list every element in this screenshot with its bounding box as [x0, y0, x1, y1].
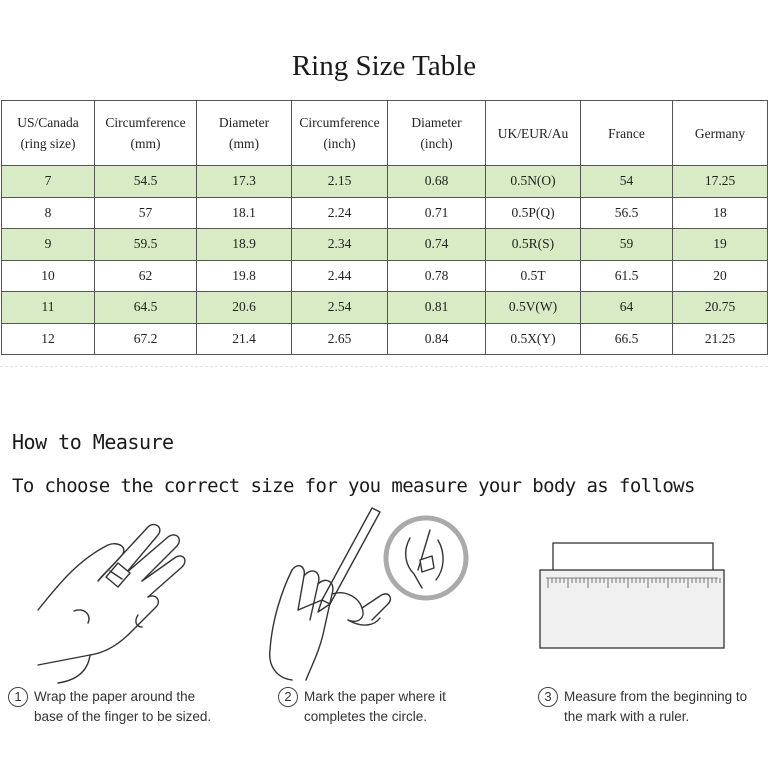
table-cell: 2.24 — [292, 197, 388, 229]
table-cell: 54 — [581, 166, 673, 198]
column-header — [95, 101, 197, 166]
step-number: 2 — [278, 687, 298, 707]
table-row — [2, 292, 768, 324]
table-row — [2, 323, 768, 355]
table-cell: 62 — [95, 260, 197, 292]
how-to-subheading: To choose the correct size for you measure your body as follows — [12, 475, 695, 497]
column-header-line1: Circumference — [299, 115, 380, 130]
step-text-line1: Measure from the beginning to — [564, 689, 748, 704]
table-cell: 0.5R(S) — [486, 229, 581, 261]
step-text-line2: base of the finger to be sized. — [34, 709, 212, 724]
table-row — [2, 229, 768, 261]
ruler-measure-icon — [538, 538, 728, 653]
table-cell: 66.5 — [581, 323, 673, 355]
hand-mark-pen-icon — [262, 500, 472, 685]
table-cell: 0.71 — [388, 197, 486, 229]
step-number: 1 — [8, 687, 28, 707]
column-header — [673, 101, 768, 166]
table-cell: 64.5 — [95, 292, 197, 324]
table-cell: 19.8 — [197, 260, 292, 292]
table-cell: 0.81 — [388, 292, 486, 324]
table-cell: 0.5X(Y) — [486, 323, 581, 355]
table-cell: 18.1 — [197, 197, 292, 229]
table-row — [2, 197, 768, 229]
how-to-heading: How to Measure — [12, 430, 174, 454]
table-cell: 10 — [2, 260, 95, 292]
table-cell: 54.5 — [95, 166, 197, 198]
table-cell: 11 — [2, 292, 95, 324]
table-cell: 2.15 — [292, 166, 388, 198]
table-cell: 0.5N(O) — [486, 166, 581, 198]
table-cell: 0.68 — [388, 166, 486, 198]
table-cell: 0.5P(Q) — [486, 197, 581, 229]
table-cell: 21.4 — [197, 323, 292, 355]
table-cell: 21.25 — [673, 323, 768, 355]
ring-size-table — [1, 100, 768, 355]
column-header-line1: France — [608, 125, 645, 141]
table-cell: 17.3 — [197, 166, 292, 198]
table-cell: 59 — [581, 229, 673, 261]
step-text-line2: completes the circle. — [304, 709, 428, 724]
table-cell: 20.6 — [197, 292, 292, 324]
column-header-line1: Diameter — [411, 115, 462, 130]
table-cell: 0.78 — [388, 260, 486, 292]
table-cell: 0.74 — [388, 229, 486, 261]
page-title: Ring Size Table — [291, 50, 477, 82]
column-header-line2: (mm) — [130, 136, 161, 151]
table-row — [2, 166, 768, 198]
table-cell: 0.84 — [388, 323, 486, 355]
table-cell: 19 — [673, 229, 768, 261]
step-text-line1: Mark the paper where it — [304, 689, 446, 704]
table-cell: 67.2 — [95, 323, 197, 355]
table-row — [2, 260, 768, 292]
hand-wrap-paper-icon — [18, 515, 198, 685]
column-header-line1: Diameter — [218, 115, 270, 130]
step-text-line1: Wrap the paper around the — [34, 689, 196, 704]
column-header-line2: (inch) — [420, 136, 453, 151]
table-cell: 59.5 — [95, 229, 197, 261]
table-cell: 17.25 — [673, 166, 768, 198]
column-header-line1: US/Canada — [17, 115, 79, 130]
table-cell: 9 — [2, 229, 95, 261]
table-cell: 20.75 — [673, 292, 768, 324]
table-cell: 2.44 — [292, 260, 388, 292]
table-cell: 2.54 — [292, 292, 388, 324]
column-header-line2: (ring size) — [20, 136, 76, 151]
section-divider — [0, 366, 768, 367]
column-header — [581, 101, 673, 166]
column-header-line2: (inch) — [323, 136, 356, 151]
table-cell: 12 — [2, 323, 95, 355]
table-cell: 0.5T — [486, 260, 581, 292]
table-cell: 2.65 — [292, 323, 388, 355]
table-cell: 7 — [2, 166, 95, 198]
table-cell: 18.9 — [197, 229, 292, 261]
column-header — [486, 101, 581, 166]
table-cell: 61.5 — [581, 260, 673, 292]
table-cell: 18 — [673, 197, 768, 229]
table-cell: 20 — [673, 260, 768, 292]
column-header — [292, 101, 388, 166]
step-text-line2: the mark with a ruler. — [564, 709, 690, 724]
column-header — [2, 101, 95, 166]
column-header-line2: (mm) — [229, 136, 259, 151]
table-cell: 64 — [581, 292, 673, 324]
table-cell: 0.5V(W) — [486, 292, 581, 324]
step-number: 3 — [538, 687, 558, 707]
table-cell: 57 — [95, 197, 197, 229]
table-cell: 56.5 — [581, 197, 673, 229]
column-header-line1: UK/EUR/Au — [497, 125, 569, 141]
table-header-row — [2, 101, 768, 166]
column-header-line1: Circumference — [105, 115, 186, 130]
column-header — [388, 101, 486, 166]
table-cell: 2.34 — [292, 229, 388, 261]
column-header — [197, 101, 292, 166]
column-header-line1: Germany — [694, 125, 746, 141]
table-cell: 8 — [2, 197, 95, 229]
